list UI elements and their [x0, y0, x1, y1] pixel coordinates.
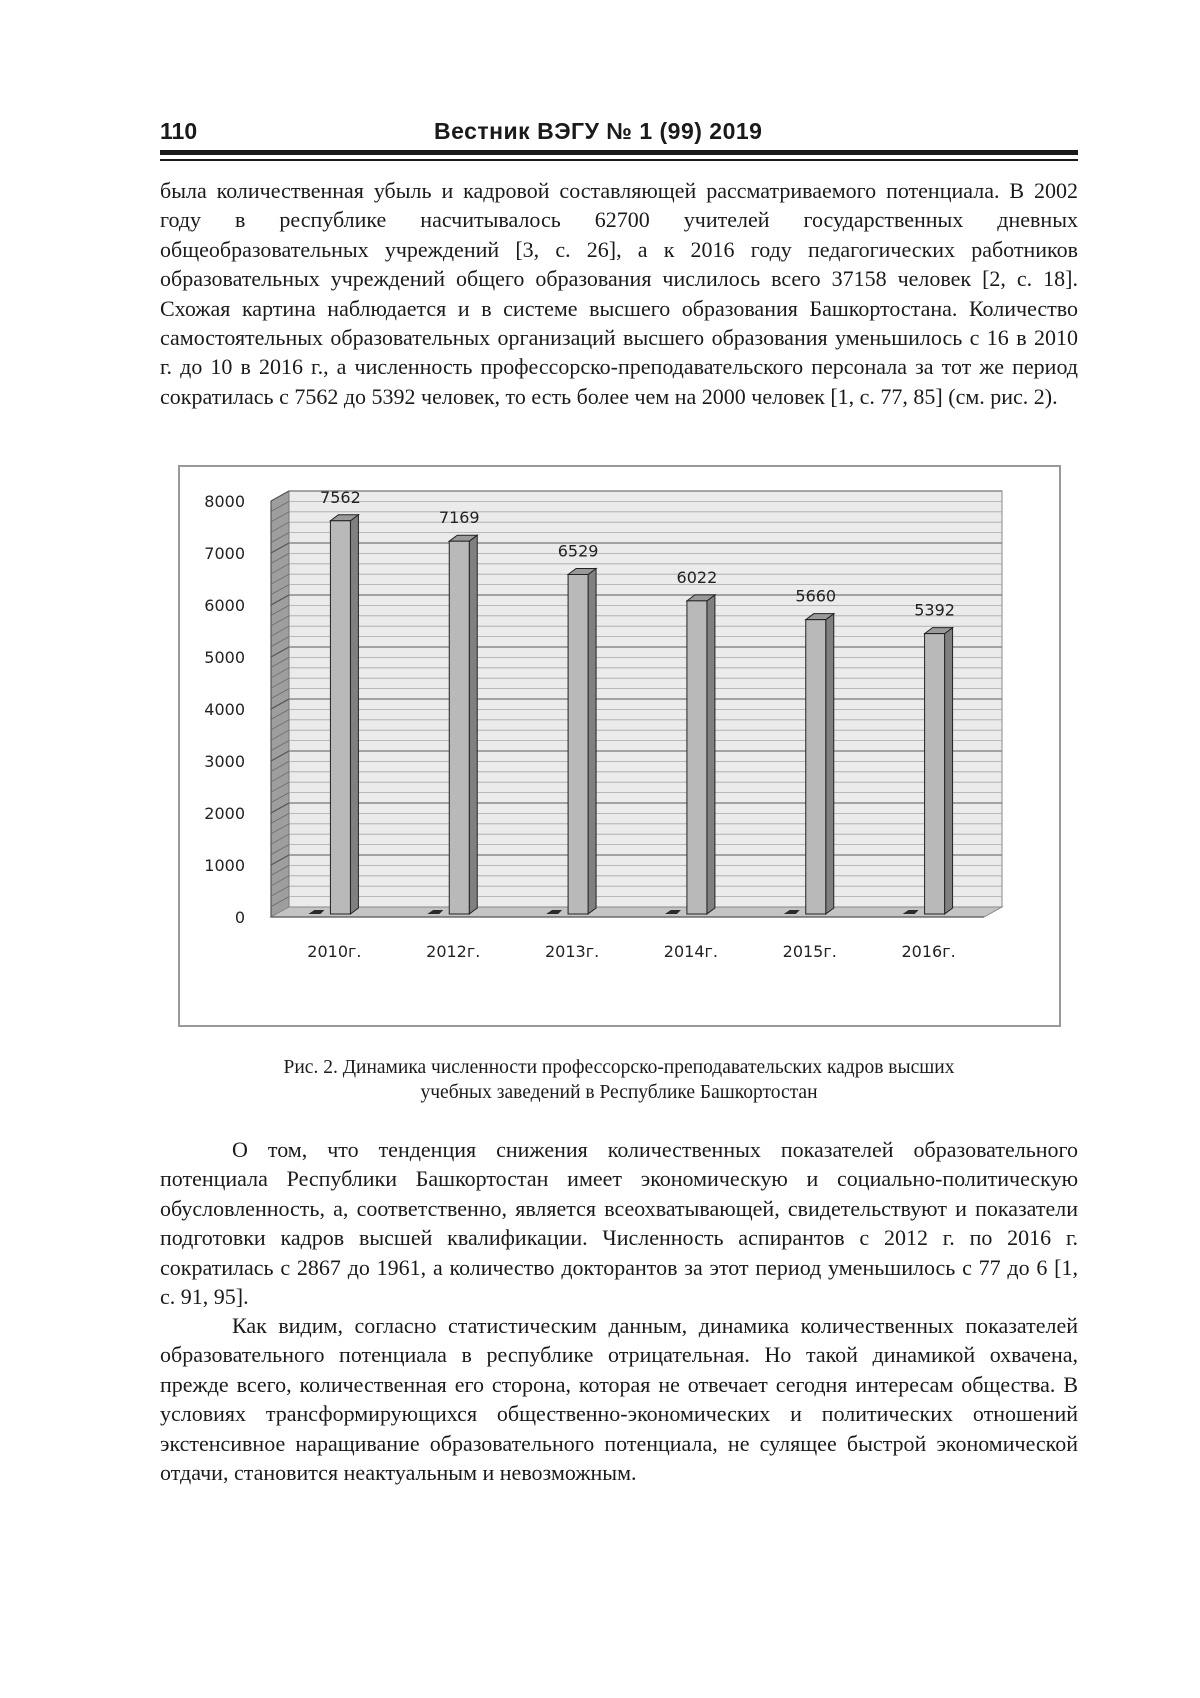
body-paragraph-1: была количественная убыль и кадровой составляющей рассматриваемого потенциала. В 2002 году в республике насчитывалось 62700 учителей государственных дневных общеобразовательных учреждений [3, с. 26], а к 2016 году педагогических работников образовательных учреждений общего образования числилось всего 37158 человек [2, с. 18]. Схожая картина наблюдается и в системе высшего образования Башкортостана. Количество самостоятельных образовательных организаций высшего образования уменьшилось с 16 в 2010 г. до 10 в 2016 г., а численность профессорско-преподавательского персонала за тот же период сократилась с 7562 до 5392 человек, то есть более чем на 2000 человек [1, с. 77, 85] (см. рис. 2). [160, 178, 1078, 409]
header-rule-thick [160, 150, 1078, 155]
y-tick-label: 7000 [204, 544, 245, 563]
x-tick-label: 2014г. [663, 942, 719, 961]
bar-side [707, 595, 715, 914]
x-tick-label: 2015г. [782, 942, 837, 961]
bar-side [469, 535, 477, 914]
figure-caption [160, 1055, 1078, 1105]
data-label: 6022 [676, 567, 718, 587]
bar [568, 574, 588, 914]
y-tick-label: 2000 [204, 804, 245, 823]
body-paragraph-2: О том, что тенденция снижения количественных показателей образовательного потенциала Республики Башкортостан имеет экономическую и социально-политическую обусловленность, а, соответственно, является всеохватывающей, свидетельствуют и показатели подготовки кадров высшей квалификации. Численность аспирантов с 2012 г. по 2016 г. сократилась с 2867 до 1961, а количество докторантов за этот период уменьшилось с 77 до 6 [1, с. 91, 95]. [160, 1137, 1078, 1310]
data-label: 5660 [795, 586, 837, 606]
data-label: 7562 [320, 487, 361, 507]
figure-2-chart [178, 465, 1061, 1027]
data-label: 7169 [438, 508, 480, 528]
bar [925, 634, 945, 914]
body-paragraph-3: Как видим, согласно статистическим данным, динамика количественных показателей образовательного потенциала в республике отрицательная. Но такой динамикой охвачена, прежде всего, количественная его сторона, которая не отвечает сегодня интересам общества. В условиях трансформирующихся общественно-экономических и политических отношений экстенсивное наращивание образовательного потенциала, не сулящее быстрой экономической отдачи, становится неактуальным и невозможным. [160, 1313, 1078, 1486]
y-tick-label: 0 [234, 908, 245, 927]
bar-side [945, 628, 953, 914]
x-tick-label: 2010г. [307, 942, 362, 961]
y-tick-label: 3000 [204, 752, 245, 771]
x-tick-label: 2012г. [426, 942, 481, 961]
data-label: 6529 [557, 541, 599, 561]
y-tick-label: 1000 [204, 856, 245, 875]
x-tick-label: 2013г. [544, 942, 600, 961]
bar [687, 601, 707, 914]
caption-line-2: учебных заведений в Республике Башкортостан [420, 1082, 818, 1103]
y-tick-label: 4000 [204, 700, 245, 719]
data-label: 5392 [914, 600, 955, 620]
journal-title: Вестник ВЭГУ № 1 (99) 2019 [434, 118, 763, 144]
page-number: 110 [160, 118, 198, 144]
bar [449, 541, 469, 914]
y-tick-label: 5000 [204, 648, 245, 667]
y-tick-label: 8000 [204, 492, 245, 511]
y-tick-label: 6000 [204, 596, 245, 615]
caption-line-1: Рис. 2. Динамика численности профессорско-преподавательских кадров высших [283, 1057, 955, 1078]
running-header [160, 114, 1078, 148]
bar [330, 521, 350, 914]
bar-chart [180, 467, 1063, 1029]
bar-side [588, 568, 596, 914]
bar-side [826, 614, 834, 914]
header-rule-thin [160, 159, 1078, 161]
chart-floor [271, 907, 1002, 917]
x-tick-label: 2016г. [901, 942, 956, 961]
bar [806, 620, 826, 914]
bar-side [350, 515, 358, 914]
